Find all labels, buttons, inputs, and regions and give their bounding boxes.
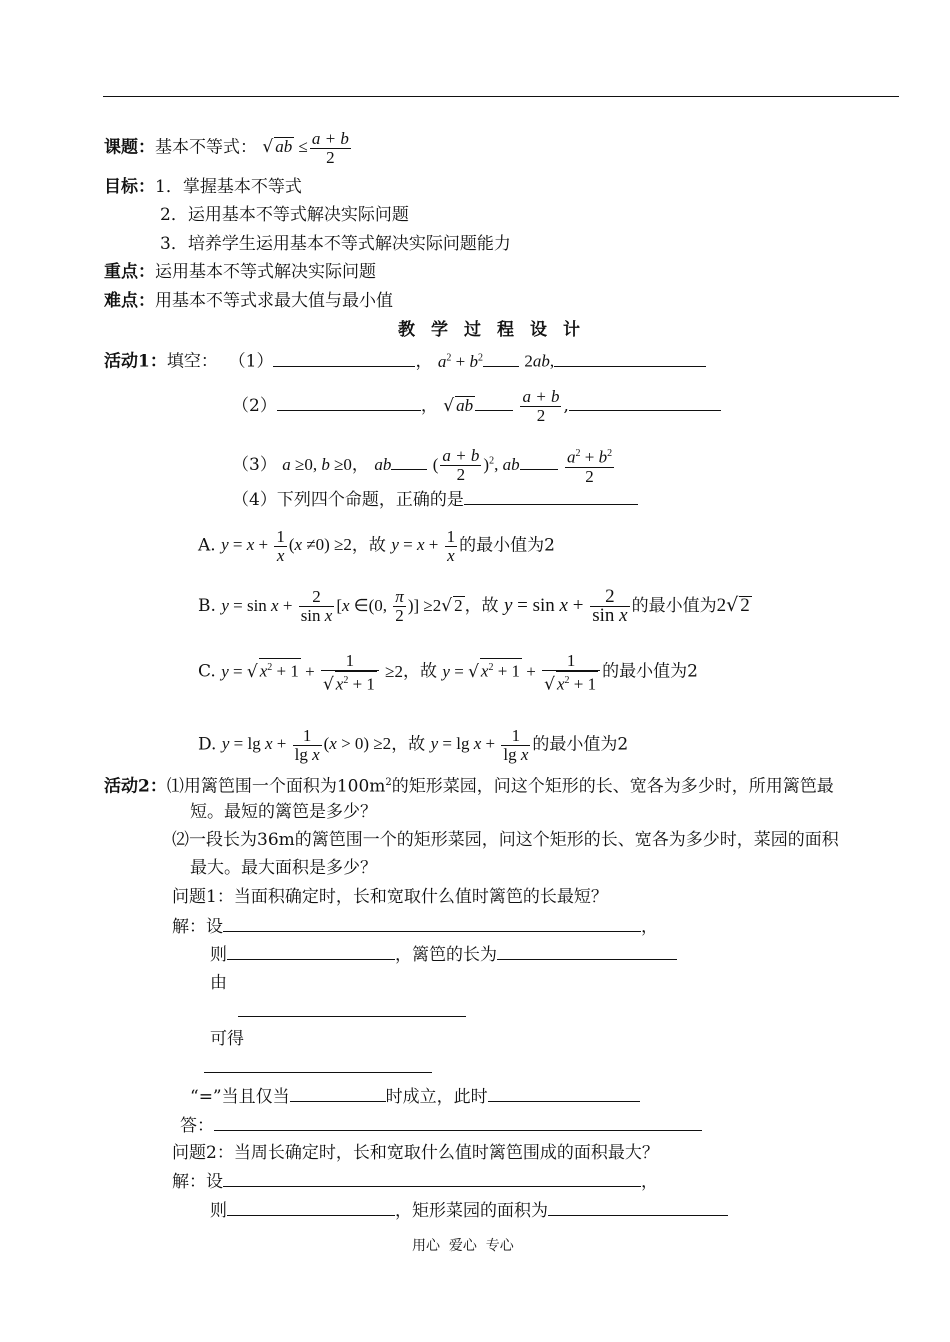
formula: y = lg x + $\frac{1}{\text{lg x}}$ (x > 0) ≥2 (221, 726, 392, 764)
equality-line (190, 1085, 640, 1108)
then-line (210, 1199, 728, 1222)
option-connector: ，故 (464, 595, 499, 616)
formula: y = lg x + $\frac{1}{\text{lg x}}$ (430, 726, 529, 764)
answer-blank[interactable] (464, 488, 638, 505)
activity1-line-3: （3） a ≥0, b ≥0， ab ( $\frac{a + b}{2}$ )$^2$, ab $\frac{a^2 + b^2}{2}$ (232, 446, 613, 486)
activity2-label: 活动2： (104, 776, 167, 797)
answer-blank[interactable] (214, 1114, 702, 1131)
topic-line (104, 130, 353, 167)
formula: y = √ $x^2 + 1$ + $\frac{1}{√ x^2 + 1}$ (442, 662, 602, 681)
activity1-line-2: （2） ， √ ab $\frac{a + b}{2}$ , (232, 388, 721, 425)
activity1-line-1: 活动1：填空： （1） ， $a^2 + b^2$ 2ab, (104, 347, 706, 373)
option-connector: ，故 (403, 661, 438, 682)
topic-formula: √ ab ≤ $\frac{a + b}{2}$ (262, 129, 349, 167)
activity1-line-4 (232, 488, 638, 511)
design-title: 教学过程设计 (398, 320, 596, 340)
question-1: 问题1：当面积确定时，长和宽取什么值时篱笆的长最短？ (172, 887, 608, 907)
comma: ， (641, 1172, 658, 1192)
comma: ， (641, 917, 658, 937)
item-number: （3） (232, 454, 277, 475)
formula: $\frac{a^2 + b^2}{2}$ (565, 445, 614, 486)
goals-label: 目标： (104, 177, 155, 197)
superscript: 2 (385, 777, 392, 788)
goal-item: 3．培养学生运用基本不等式解决实际问题能力 (160, 234, 511, 254)
problem-text: 短。最短的篱笆是多少？ (190, 802, 377, 822)
option-conclusion: 的最小值为2 (602, 661, 698, 682)
problem-text: 的矩形菜园，问这个矩形的长、宽各为多少时，所用篱笆最 (391, 776, 834, 797)
goal-item: 1．掌握基本不等式 (155, 177, 302, 197)
key-text: 运用基本不等式解决实际问题 (155, 262, 376, 282)
key-label: 重点： (104, 262, 155, 282)
difficulty-label: 难点： (104, 291, 155, 311)
header-rule (103, 96, 899, 97)
area-label: ，矩形菜园的面积为 (395, 1201, 548, 1221)
fill-label: 填空： (166, 351, 218, 372)
problem-text: ⑴用篱笆围一个面积为100m (166, 776, 386, 797)
question-2: 问题2：当周长确定时，长和宽取什么值时篱笆围成的面积最大？ (172, 1143, 659, 1163)
option-a[interactable] (198, 528, 555, 565)
holds-label: 时成立，此时 (385, 1087, 488, 1107)
answer-blank[interactable] (204, 1056, 432, 1079)
option-connector: ，故 (351, 535, 386, 556)
answer-blank[interactable] (497, 943, 677, 960)
answer-blank[interactable] (273, 350, 415, 367)
formula: $a^2 + b^2$ (437, 351, 483, 371)
answer-blank[interactable] (475, 394, 513, 411)
from-label: 由 (210, 973, 227, 993)
difficulty-line (104, 290, 393, 312)
option-conclusion: 的最小值为 (631, 595, 717, 616)
formula: y = x + $\frac{1}{x}$ (391, 527, 456, 565)
option-letter: B. (198, 595, 216, 616)
answer-blank[interactable] (488, 1085, 640, 1102)
option-d[interactable] (198, 727, 628, 764)
then-label: 则 (210, 1201, 227, 1221)
activity1-label: 活动1： (104, 351, 167, 372)
formula: y = sin x + $\frac{2}{\text{sin x}}$ [x ∈(0, $\frac{\pi}{2}$ )] ≥2√ 2 (221, 587, 463, 626)
answer-blank[interactable] (520, 453, 558, 470)
formula: √ ab (443, 396, 474, 416)
option-b[interactable] (198, 588, 752, 625)
item-text: （4）下列四个命题，正确的是 (232, 490, 464, 510)
formula: a ≥0, b ≥0 (282, 454, 352, 474)
option-connector: ，故 (391, 734, 426, 755)
get-label: 可得 (210, 1029, 244, 1049)
option-conclusion: 的最小值为2 (532, 734, 629, 755)
solve-line (172, 915, 658, 938)
equality-label: “=”当且仅当 (190, 1087, 290, 1107)
page-footer: 用心 爱心 专心 (412, 1238, 514, 1254)
formula: y = x + $\frac{1}{x}$ (x ≠0) ≥2 (221, 527, 352, 565)
answer-blank[interactable] (277, 394, 421, 411)
item-number: （2） (232, 396, 277, 416)
answer-blank[interactable] (227, 1199, 395, 1216)
solve-label: 解：设 (172, 917, 223, 937)
solve-label: 解：设 (172, 1172, 223, 1192)
answer-blank[interactable] (223, 915, 641, 932)
answer-blank[interactable] (238, 1000, 466, 1023)
answer-blank[interactable] (554, 350, 706, 367)
formula: ab (374, 454, 392, 474)
item-number: （1） (228, 351, 274, 372)
option-letter: C. (198, 661, 216, 682)
difficulty-text: 用基本不等式求最大值与最小值 (155, 291, 393, 311)
then-label: 则 (210, 945, 227, 965)
answer-blank[interactable] (483, 350, 519, 367)
key-point-line (104, 261, 376, 283)
activity2-problem-1 (104, 772, 834, 798)
goals-line-1 (104, 176, 302, 198)
answer-blank[interactable] (569, 394, 721, 411)
formula: 2ab, (524, 351, 555, 371)
formula: ( $\frac{a + b}{2}$ )$^2$, ab (432, 446, 520, 485)
topic-label: 课题： (104, 137, 155, 158)
formula: 2√ 2 (716, 593, 750, 616)
goal-item: 2．运用基本不等式解决实际问题 (160, 205, 409, 225)
answer-blank[interactable] (391, 453, 427, 470)
solve-line (172, 1170, 658, 1193)
fence-length-label: ，篱笆的长为 (395, 945, 497, 965)
problem-text: 最大。最大面积是多少？ (190, 858, 377, 878)
formula: $\frac{a + b}{2}$ (522, 387, 560, 425)
formula: y = √ $x^2 + 1$ + $\frac{1}{√ x^2 + 1}$ ≥2 (221, 651, 404, 695)
topic-text: 基本不等式： (155, 137, 257, 158)
option-letter: D. (198, 734, 217, 755)
answer-blank[interactable] (548, 1199, 728, 1216)
answer-line (180, 1114, 702, 1137)
option-letter: A. (198, 535, 216, 556)
activity2-problem-2: ⑵一段长为36m的篱笆围一个的矩形菜园，问这个矩形的长、宽各为多少时，菜园的面积 (172, 830, 839, 850)
option-conclusion: 的最小值为2 (459, 535, 555, 556)
answer-blank[interactable] (223, 1170, 641, 1187)
answer-blank[interactable] (290, 1085, 386, 1102)
option-c[interactable] (198, 652, 698, 694)
then-line (210, 943, 677, 966)
formula: y = sin x + $\frac{2}{\text{sin x}}$ (503, 586, 628, 626)
answer-blank[interactable] (227, 943, 395, 960)
answer-label: 答： (180, 1116, 214, 1136)
